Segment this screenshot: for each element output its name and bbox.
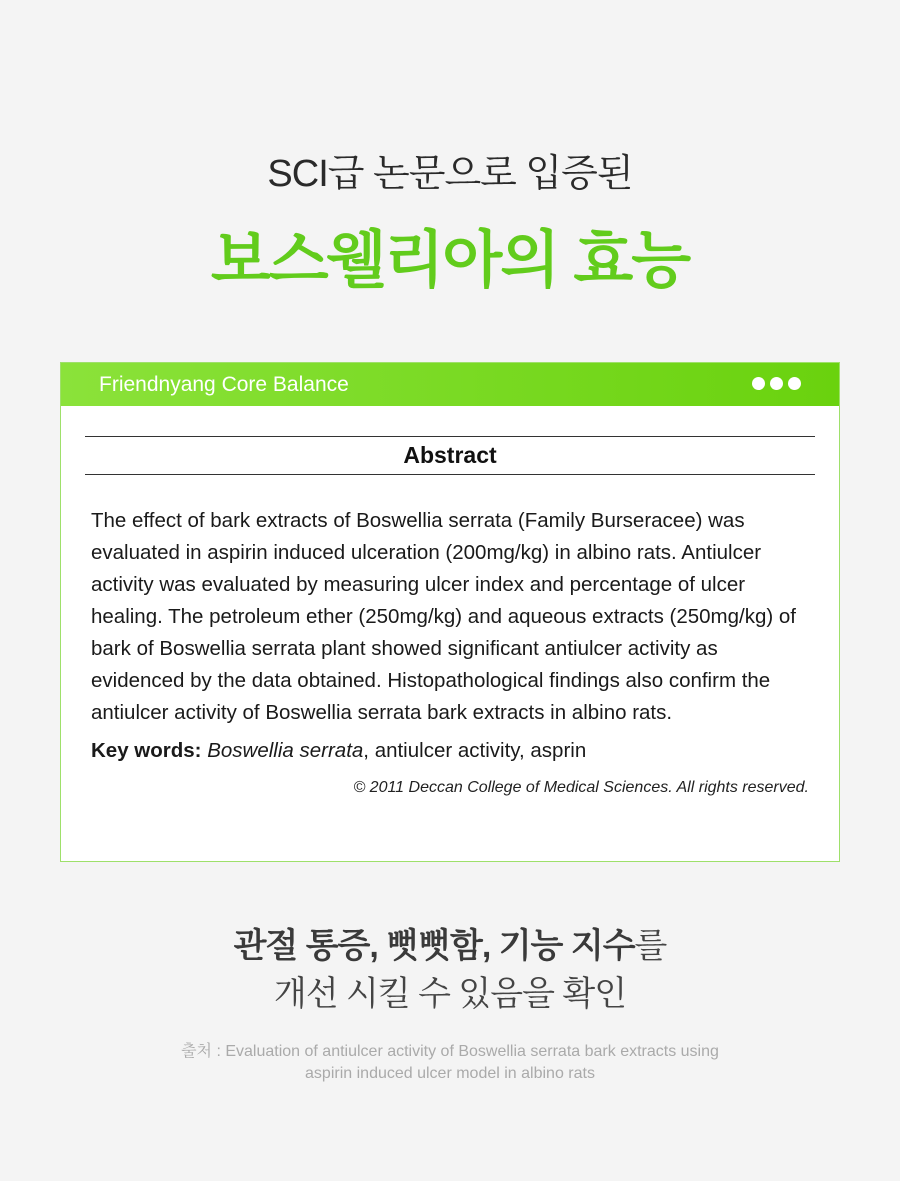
abstract-text: The effect of bark extracts of Boswellia serrata (Family Burseracee) was evaluated in aspirin induced ulceration (200mg/kg) in albino rats. Antiulcer activity was evaluated by measuring ulcer index and percentage of ulcer healing. The petroleum ether (250mg/kg) and aqueous extracts (250mg/kg) of bark of Boswellia serrata plant showed significant antiulcer activity as evidenced by the data obtained. Histopathological findings also confirm the antiulcer activity of Boswellia serrata bark extracts in albino rats. [91, 509, 796, 724]
finding-highlight: 관절 통증, 뻣뻣함, 기능 지수 [233, 927, 635, 965]
keywords-label: Key words: [91, 739, 202, 762]
dot-icon [770, 377, 783, 390]
dot-icon [752, 377, 765, 390]
abstract-card [60, 362, 840, 862]
keywords-line [91, 735, 809, 767]
page-title: 보스웰리아의 효능 [210, 226, 690, 295]
page-subtitle: SCI급 논문으로 입증된 [267, 153, 633, 195]
finding-line-2: 개선 시킬 수 있음을 확인 [273, 975, 627, 1013]
source-line-2: aspirin induced ulcer model in albino rats [305, 1065, 595, 1082]
keywords-rest: , antiulcer activity, asprin [363, 739, 587, 762]
keywords-species: Boswellia serrata [207, 739, 364, 762]
card-header [61, 363, 839, 406]
source-citation [0, 1041, 900, 1085]
card-window-title: Friendnyang Core Balance [99, 373, 349, 396]
finding-suffix: 를 [634, 927, 667, 965]
copyright-notice: © 2011 Deccan College of Medical Sciences. All rights reserved. [353, 779, 809, 796]
finding-line-1 [0, 918, 900, 967]
dot-icon [788, 377, 801, 390]
abstract-heading: Abstract [85, 436, 815, 475]
source-line-1: 출처 : Evaluation of antiulcer activity of Boswellia serrata bark extracts using [181, 1043, 719, 1060]
window-dots [752, 377, 801, 390]
